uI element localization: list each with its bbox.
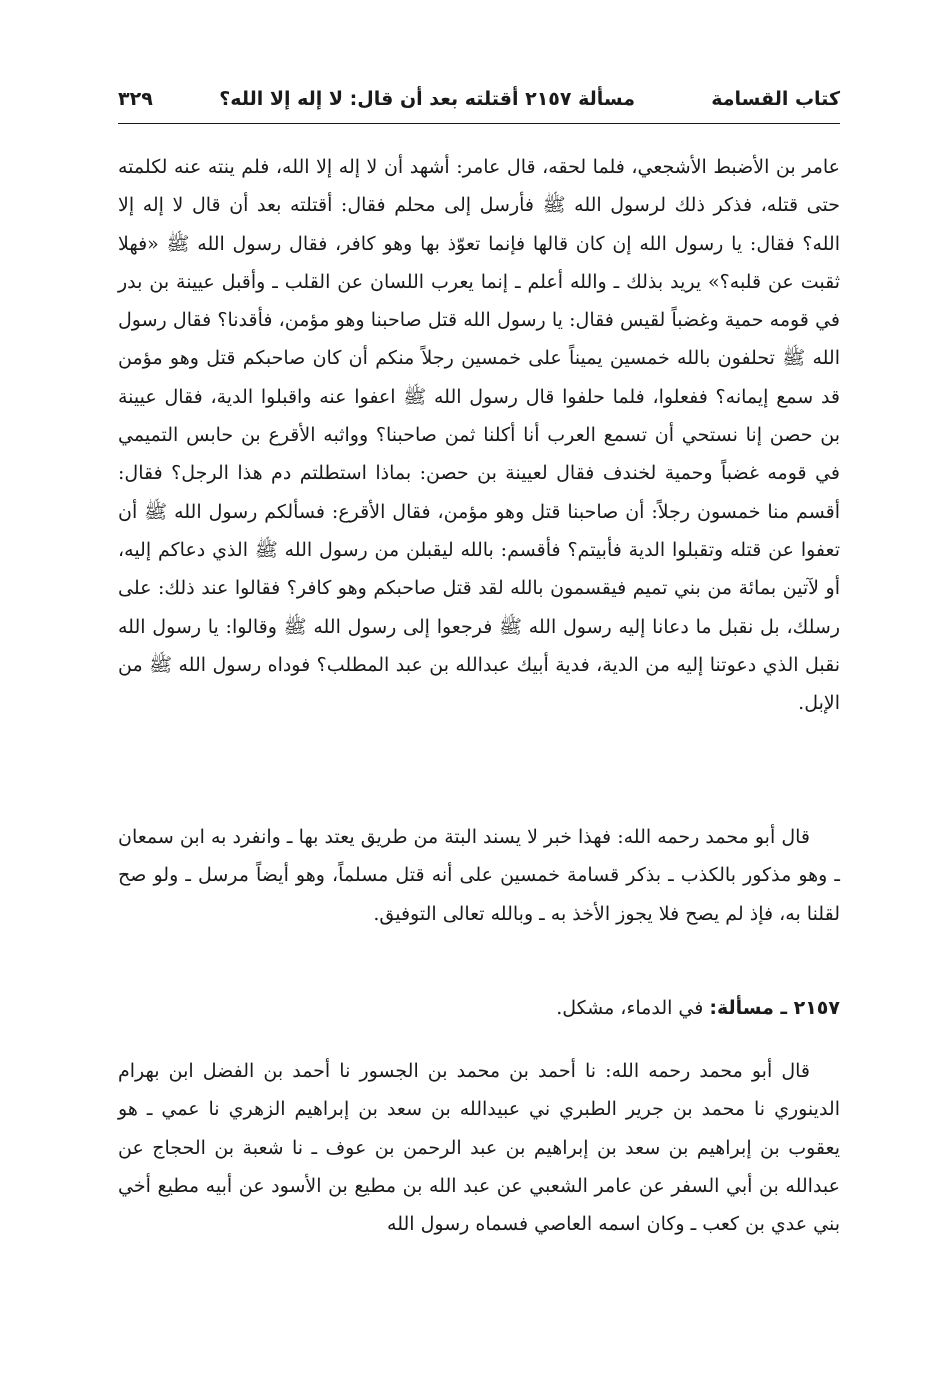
book-title: كتاب القسامة — [711, 88, 840, 110]
issue-label: مسألة ٢١٥٧ أقتلته بعد أن قال: لا إله إلا الله؟ — [219, 88, 635, 110]
section-title: في الدماء، مشكل. — [556, 997, 704, 1019]
header-rule — [118, 123, 840, 124]
section-heading — [118, 997, 840, 1019]
running-header — [118, 80, 840, 120]
paragraph-3: قال أبو محمد رحمه الله: نا أحمد بن محمد بن الجسور نا أحمد بن الفضل ابن بهرام الدينوري نا محمد بن جرير الطبري ني عبيدالله بن سعد بن إبراهيم الزهري نا عمي ـ هو يعقوب بن إبراهيم بن سعد بن إبراهيم بن عبد الرحمن بن عوف ـ نا شعبة بن الحجاج عن عبدالله بن أبي السفر عن عامر الشعبي عن عبد الله بن مطيع بن الأسود عن أبيه مطيع أخي بني عدي بن كعب ـ وكان اسمه العاصي فسماه رسول الله — [118, 1060, 840, 1236]
page-number: ٣٢٩ — [118, 88, 153, 110]
paragraph-2: قال أبو محمد رحمه الله: فهذا خبر لا يسند البتة من طريق يعتد بها ـ وانفرد به ابن سمعان ـ وهو مذكور بالكذب ـ بذكر قسامة خمسين على أنه قتل مسلماً، وهو أيضاً مرسل ـ ولو صح لقلنا به، فإذ لم يصح فلا يجوز الأخذ به ـ وبالله تعالى التوفيق. — [118, 826, 840, 925]
paragraph-1: عامر بن الأضبط الأشجعي، فلما لحقه، قال عامر: أشهد أن لا إله إلا الله، فلم ينته عنه لكلمته حتى قتله، فذكر ذلك لرسول الله ﷺ فأرسل إلى محلم فقال: أقتلته بعد أن قال لا إله إلا الله؟ فقال: يا رسول الله إن كان قالها فإنما تعوّذ بها وهو كافر، فقال رسول الله ﷺ «فهلا ثقبت عن قلبه؟» يريد بذلك ـ والله أعلم ـ إنما يعرب اللسان عن القلب ـ وأقبل عيينة بن بدر في قومه حمية وغضباً لقيس فقال: يا رسول الله قتل صاحبنا وهو مؤمن، فأقدنا؟ فقال رسول الله ﷺ تحلفون بالله خمسين يميناً على خمسين رجلاً منكم أن كان صاحبكم قتل وهو مؤمن قد سمع إيمانه؟ ففعلوا، فلما حلفوا قال رسول الله ﷺ اعفوا عنه واقبلوا الدية، فقال عيينة بن حصن إنا نستحي أن تسمع العرب أنا أكلنا ثمن صاحبنا؟ وواثبه الأقرع بن حابس التميمي في قومه غضباً وحمية لخندف فقال لعيينة بن حصن: بماذا استطلتم دم هذا الرجل؟ فقال: أقسم منا خمسون رجلاً: أن صاحبنا قتل وهو مؤمن، فقال الأقرع: فسألكم رسول الله ﷺ أن تعفوا عن قتله وتقبلوا الدية فأبيتم؟ فأقسم: بالله ليقبلن من رسول الله ﷺ الذي دعاكم إليه، أو لآتين بمائة من بني تميم فيقسمون بالله لقد قتل صاحبكم وهو كافر؟ فقالوا عند ذلك: على رسلك، بل نقبل ما دعانا إليه رسول الله ﷺ فرجعوا إلى رسول الله ﷺ وقالوا: يا رسول الله نقبل الذي دعوتنا إليه من الدية، فدية أبيك عبدالله بن عبد المطلب؟ فوداه رسول الله ﷺ من الإبل. — [118, 156, 840, 715]
section-number: ٢١٥٧ ـ مسألة: — [709, 997, 840, 1019]
